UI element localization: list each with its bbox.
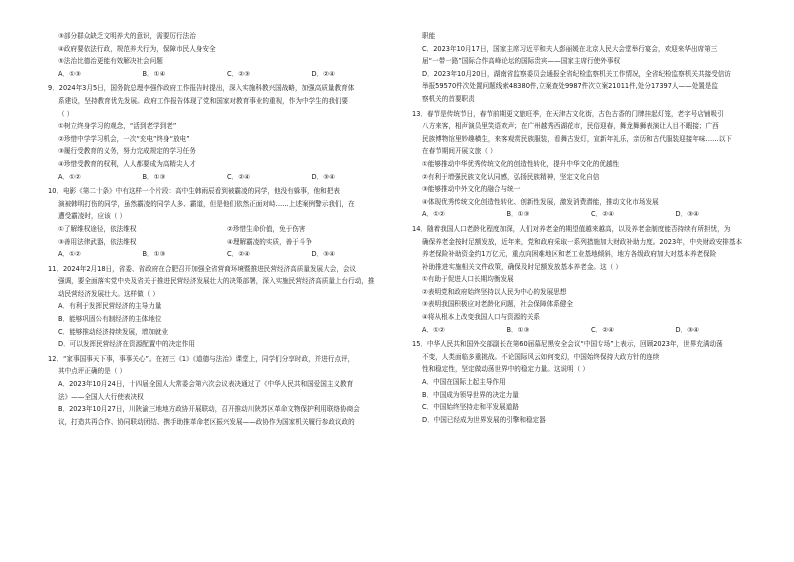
question-10-text: 遭受霸凌时，应该（ ） bbox=[58, 212, 127, 221]
question-10-text: 10．电影《第二十条》中有这样一个片段：高中生韩雨辰看到被霸凌的同学，他没有躲事，他和把表 bbox=[48, 187, 340, 196]
option-line: ②珍惜生命价值，免于伤害 bbox=[227, 224, 306, 233]
choice-a: A．中国在国际上起主导作用 bbox=[422, 378, 506, 387]
answer-choices bbox=[48, 248, 396, 261]
option-line: ①能够推动中华优秀传统文化的创造性转化，提升中华文化的优越性 bbox=[422, 159, 620, 168]
option-line: ③善用法律武器，依法维权 bbox=[58, 237, 137, 246]
option-line: ①了解维权途径，依法维权 bbox=[58, 224, 137, 233]
question-11-text: 强调，要全面落实党中央及省关于推进民营经济发展壮大的决策部署，深入实施民营经济高质量上台行动，推 bbox=[58, 277, 375, 286]
choice-c: C．2023年10月17日，国家主席习近平和夫人彭丽媛在北京人民大会堂举行宴会，欢迎来华出席第三 bbox=[422, 44, 718, 53]
question-15-text: 性和稳定性，坚定做动荡世界中的稳定力量。这说明（ ） bbox=[422, 365, 589, 374]
choice-c: C．②④ bbox=[227, 250, 251, 259]
option-line: ④政府要依法行政，规范养犬行为，保障市民人身安全 bbox=[58, 44, 216, 53]
answer-choices bbox=[412, 208, 760, 221]
choice-c: C．②④ bbox=[591, 210, 615, 219]
choice-c-cont: 届“一带一路”国际合作高峰论坛的国际贵宾——国家主席行使外事权 bbox=[422, 57, 621, 66]
choice-d: D．②④ bbox=[311, 69, 335, 78]
choice-c: C．中国始终坚持走和平发展道路 bbox=[422, 403, 519, 412]
question-13-text: 民族博物馆里妙趣横生，来客观赏民族服装，看舞古发灯，宣新年礼乐，亲历和古代服装迎接年味……以下 bbox=[422, 134, 732, 143]
option-line: ④珍惜受教育的权利，人人都要成为高精尖人才 bbox=[58, 159, 196, 168]
left-column bbox=[48, 30, 396, 428]
choice-b: B．2023年10月27日，川陕渝三地地方政协开展联动，召开推动川陕苏区革命文物保护利用联络协商会 bbox=[58, 405, 360, 414]
choice-c: C．②④ bbox=[227, 172, 251, 181]
choice-b: B．①④ bbox=[142, 69, 166, 78]
choice-d: D．可以发挥民营经济在资源配置中的决定作用 bbox=[58, 340, 195, 349]
choice-a: A．①② bbox=[422, 210, 445, 219]
choice-a: A．①② bbox=[422, 325, 445, 334]
option-line: ③表明我国积极应对老龄化问题，社会保障体系健全 bbox=[422, 300, 573, 309]
option-line: ③部分群众缺乏文明养犬的意识，需要厉行法治 bbox=[58, 32, 196, 40]
question-14-text: 养老保险补助资金约1万亿元，重点向困难地区和老工业基地倾斜，地方各级政府加大对基本养老保险 bbox=[422, 250, 717, 259]
choice-b: B．①③ bbox=[506, 210, 530, 219]
question-10-text: 演被韩明打伤的同学，虽然霸凌的同学人多、霸道，但是他们依然正面对峙……上述案例警示我们，在 bbox=[58, 199, 355, 208]
option-line: ④理解霸凌的实质，善于斗争 bbox=[227, 237, 313, 246]
question-13-text: 八方来客，相声演员里笑语欢声；在广州越秀西湖花市，民俗迎春，舞龙舞狮表演让人目不暇接；广西 bbox=[422, 122, 719, 131]
choice-d: D．③④ bbox=[675, 210, 699, 219]
option-line: ②珍惜中学学习机会，一次“充电”终身“放电” bbox=[58, 134, 190, 143]
option-line: ④将从根本上改变我国人口与资源的关系 bbox=[422, 313, 541, 322]
choice-b-cont: 职能 bbox=[422, 32, 436, 40]
choice-c: C．②③ bbox=[227, 69, 251, 78]
option-line: ①有助于促进人口长期均衡发展 bbox=[422, 275, 514, 284]
question-11-text: 动民营经济发展壮大。这样做（ ） bbox=[58, 289, 160, 298]
option-line: ⑤法治比德治更能有效解决社会问题 bbox=[58, 57, 163, 66]
choice-a: A．①② bbox=[58, 250, 81, 259]
option-pair bbox=[48, 236, 396, 249]
question-15-text: 不变，人类面临多重挑战。不论国际风云如何变幻，中国始终保持大政方针的连续 bbox=[422, 352, 660, 361]
option-line: ②有利于增强民族文化认同感，弘扬民族精神，坚定文化自信 bbox=[422, 172, 600, 181]
option-line: ②表明党和政府始终坚持以人民为中心的发展思想 bbox=[422, 287, 567, 296]
option-line: ③能够推动中外文化的融合与统一 bbox=[422, 185, 521, 194]
right-column bbox=[412, 30, 760, 426]
choice-d-cont: 察机关的首要职责 bbox=[422, 94, 475, 103]
question-14-text: 补助推进实施相关文件政策，确保及时足额发放基本养老金。这（ ） bbox=[422, 262, 622, 271]
question-14-text: 14．随着我国人口老龄化程度加深，人们对养老金的期望值越来越高，以及养老金制度能否持续有所担忧，为 bbox=[412, 224, 731, 233]
question-9-text: 9．2024年3月5日，国务院总理李强作政府工作报告时提出，深入实施科教兴国战略，加强高质量教育体 bbox=[48, 84, 355, 93]
choice-b: B．能够巩固公有制经济的主体地位 bbox=[58, 315, 162, 324]
choice-b: B．①③ bbox=[142, 250, 166, 259]
choice-a: A．2023年10月24日，十四届全国人大常委会第六次会议表决通过了《中华人民共和国爱国主义教育 bbox=[58, 380, 354, 389]
question-12-text: 12．“家事国事天下事，事事关心”。在初三《1》《道德与法治》课堂上，同学们分享时政，并进行点评， bbox=[48, 354, 355, 363]
choice-d: D．③④ bbox=[311, 250, 335, 259]
question-9-text: 系建设，坚持教育优先发展。政府工作报告体现了党和国家对教育事业的重视，作为中学生的我们要 bbox=[58, 96, 349, 105]
choice-c: C．能够推动经济持续发展，增加就业 bbox=[58, 327, 169, 336]
question-15-text: 15．中华人民共和国外交部副长在第60届慕尼黑安全会议“中国专场”上表示，回顾2023年，世界充满动荡 bbox=[412, 340, 723, 349]
choice-d: D．③④ bbox=[311, 172, 335, 181]
choice-d: D．中国已经成为世界发展的引擎和稳定器 bbox=[422, 415, 546, 424]
choice-d: D．2023年10月20日，湖南省监察委员会通报全省纪检监察机关工作情况，全省纪检监察机关共接受信访 bbox=[422, 69, 731, 78]
question-13-text: 在春节期间开展文旅（ ） bbox=[422, 147, 497, 156]
choice-b-cont: 议，打造共再合作、协同联动团结、携手助推革命老区振兴发展——政协作为国家机关履行参政议政的 bbox=[58, 417, 355, 426]
choice-d-cont: 举报59570件次处置问题线索48380件,立案查处9987件次立案21011件,处分17397人——处置是监 bbox=[422, 82, 719, 91]
choice-a: A．有利于发挥民营经济的主导力量 bbox=[58, 302, 162, 311]
question-12-text: 其中点评正确的是（ ） bbox=[58, 367, 127, 376]
choice-a: A．①③ bbox=[58, 69, 81, 78]
option-line: ④体现优秀传统文化创造性转化、创新性发展，激发消费潜能，推动文化市场发展 bbox=[422, 197, 659, 206]
question-11-text: 11．2024年2月18日，省委、省政府在合肥召开加强全省营商环境暨推进民营经济高质量发展大会，会议 bbox=[48, 264, 357, 273]
choice-d: D．③④ bbox=[675, 325, 699, 334]
question-9-text: （ ） bbox=[58, 109, 74, 118]
option-pair bbox=[48, 223, 396, 236]
option-line: ①树立终身学习的观念，“活到老学到老” bbox=[58, 122, 177, 131]
choice-b: B．①③ bbox=[142, 172, 166, 181]
question-13-text: 13．春节是传统节日，春节前期更文旅旺季，在天津古文化街，古色古香的门牌挂起灯笼，老字号店铺吸引 bbox=[412, 109, 724, 118]
choice-b: B．中国成为领导世界的决定力量 bbox=[422, 390, 519, 399]
answer-choices bbox=[412, 324, 760, 337]
choice-a: A．①② bbox=[58, 172, 81, 181]
choice-a-cont: 法》——全国人大行使表决权 bbox=[58, 392, 144, 401]
choice-b: B．①③ bbox=[506, 325, 530, 334]
answer-choices bbox=[48, 171, 396, 184]
choice-c: C．②④ bbox=[591, 325, 615, 334]
option-line: ③履行受教育的义务，努力完成规定的学习任务 bbox=[58, 147, 196, 156]
question-14-text: 确保养老金按时足额发放，近年来，党和政府采取一系列措施加大财政补助力度。2023年，中央财政安排基本 bbox=[422, 237, 743, 246]
answer-choices bbox=[48, 68, 396, 81]
